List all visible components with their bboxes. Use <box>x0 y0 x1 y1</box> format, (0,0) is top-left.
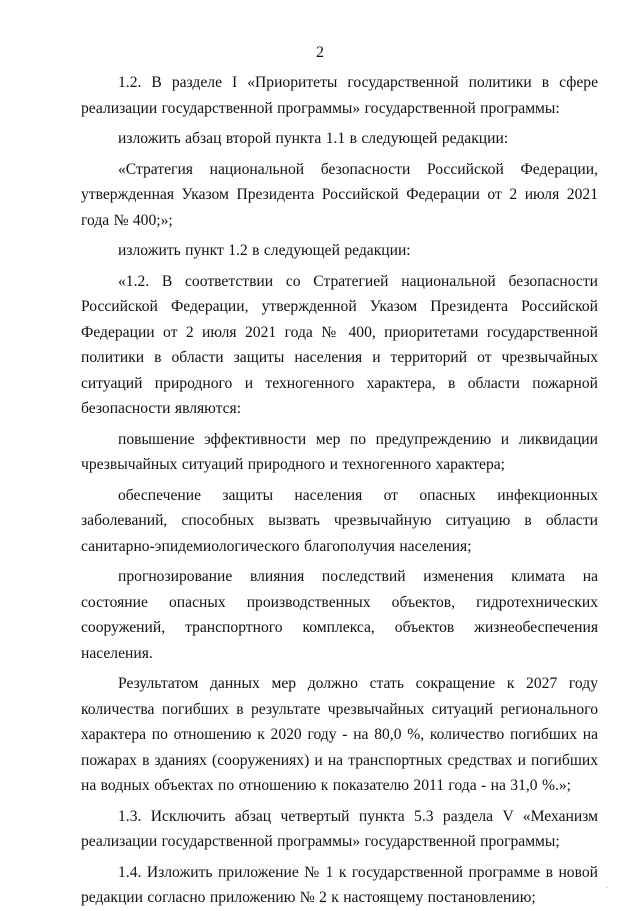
paragraph-amend-1-2: изложить пункт 1.2 в следующей редакции: <box>118 242 411 259</box>
paragraph-strategy: «Стратегия национальной безопасности Российской Федерации, утвержденная Указом Президента Российской Федерации от 2 июля 2021 года № 400;»; <box>81 160 598 229</box>
paragraph-1-4: 1.4. Изложить приложение № 1 к государственной программе в новой редакции согласно приложению № 2 к настоящему постановлению; <box>81 863 598 906</box>
paragraph-1-3: 1.3. Исключить абзац четвертый пункта 5.3 раздела V «Механизм реализации государственной программы» государственной программы; <box>81 807 598 850</box>
paragraph-results: Результатом данных мер должно стать сокращение к 2027 году количества погибших в результате чрезвычайных ситуаций регионального характера по отношению к 2020 году - на 80,0 %, количество погибших на пожарах в зданиях (сооружениях) и на транспортных средствах и погибших на водных объектах по отношению к показателю 2011 года - на 31,0 %.»; <box>81 675 598 794</box>
paragraph-climate-forecast: прогнозирование влияния последствий изменения климата на состояние опасных производственных объектов, гидротехнических сооружений, транспортного комплекса, объектов жизнеобеспечения населения. <box>81 568 598 662</box>
paragraph-priorities: «1.2. В соответствии со Стратегией национальной безопасности Российской Федерации, утвержденной Указом Президента Российской Федерации от 2 июля 2021 года № 400, приоритетами государственной политики в области защиты населения и территорий от чрезвычайных ситуаций природного и техногенного характера, в области пожарной безопасности являются: <box>81 272 598 417</box>
paragraph-infection-protection: обеспечение защиты населения от опасных инфекционных заболеваний, способных вызвать чрезвычайную ситуацию в области санитарно-эпидемиологического благополучия населения; <box>81 486 598 555</box>
paragraph-prevention: повышение эффективности мер по предупреждению и ликвидации чрезвычайных ситуаций природного и техногенного характера; <box>81 430 598 473</box>
document-body <box>81 70 598 911</box>
paragraph-amend-1-1: изложить абзац второй пункта 1.1 в следующей редакции: <box>118 130 509 147</box>
paragraph-1-2-section-i: 1.2. В разделе I «Приоритеты государственной политики в сфере реализации государственной программы» государственной программы: <box>81 74 598 117</box>
page-number: 2 <box>316 44 324 61</box>
corner-mark: . <box>606 881 608 890</box>
